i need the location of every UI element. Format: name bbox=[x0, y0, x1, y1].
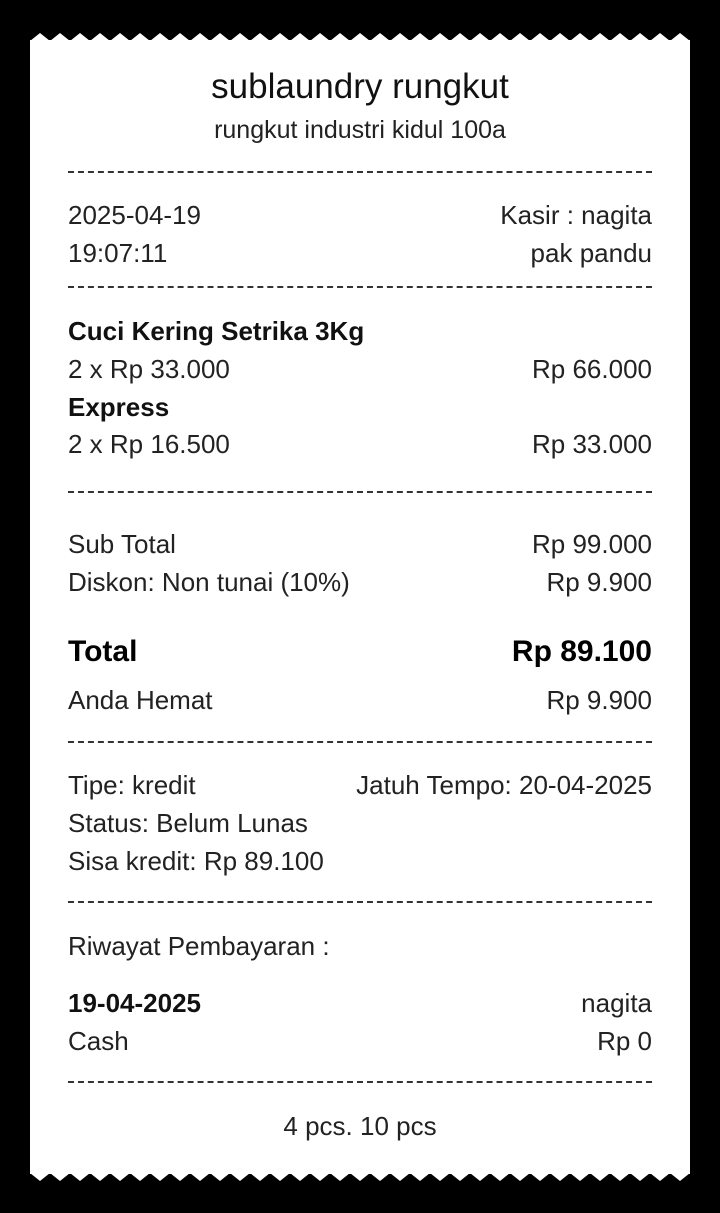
payment-amount: Rp 0 bbox=[597, 1026, 652, 1056]
discount-row bbox=[68, 566, 652, 598]
transaction-date: 2025-04-19 bbox=[68, 200, 201, 230]
credit-type: Tipe: kredit bbox=[68, 770, 196, 800]
credit-due-date: Jatuh Tempo: 20-04-2025 bbox=[356, 770, 652, 800]
payment-history-title: Riwayat Pembayaran : bbox=[68, 931, 330, 961]
customer-name: pak pandu bbox=[530, 238, 652, 268]
savings-value: Rp 9.900 bbox=[546, 685, 652, 715]
total-label: Total bbox=[68, 635, 138, 668]
item-name: Cuci Kering Setrika 3Kg bbox=[68, 316, 365, 346]
subtotal-row bbox=[68, 528, 652, 560]
item-line bbox=[68, 428, 652, 460]
payment-method: Cash bbox=[68, 1026, 129, 1056]
store-address: rungkut industri kidul 100a bbox=[214, 116, 506, 144]
total-row bbox=[68, 636, 652, 668]
credit-remaining: Sisa kredit: Rp 89.100 bbox=[68, 846, 324, 876]
divider bbox=[68, 171, 652, 173]
discount-label: Diskon: Non tunai (10%) bbox=[68, 567, 350, 597]
item-amount: Rp 66.000 bbox=[532, 354, 652, 384]
credit-status-row bbox=[68, 807, 652, 839]
divider bbox=[68, 901, 652, 903]
meta-row-date bbox=[68, 199, 652, 231]
item-amount: Rp 33.000 bbox=[532, 429, 652, 459]
credit-remaining-row bbox=[68, 845, 652, 877]
divider bbox=[68, 286, 652, 288]
payment-entry-line bbox=[68, 1025, 652, 1057]
item-qty-price: 2 x Rp 16.500 bbox=[68, 429, 230, 459]
savings-row bbox=[68, 684, 652, 716]
item-line bbox=[68, 353, 652, 385]
divider bbox=[68, 741, 652, 743]
credit-status: Status: Belum Lunas bbox=[68, 808, 308, 838]
total-value: Rp 89.100 bbox=[511, 635, 652, 668]
transaction-time: 19:07:11 bbox=[68, 238, 168, 268]
credit-type-row bbox=[68, 769, 652, 801]
divider bbox=[68, 1081, 652, 1083]
subtotal-value: Rp 99.000 bbox=[532, 529, 652, 559]
savings-label: Anda Hemat bbox=[68, 685, 213, 715]
item-name: Express bbox=[68, 392, 170, 422]
item-qty-price: 2 x Rp 33.000 bbox=[68, 354, 230, 384]
discount-value: Rp 9.900 bbox=[546, 567, 652, 597]
divider bbox=[68, 491, 652, 493]
pieces-count: 4 pcs. 10 pcs bbox=[283, 1111, 437, 1141]
store-name: sublaundry rungkut bbox=[211, 67, 509, 106]
payment-by: nagita bbox=[581, 988, 652, 1018]
subtotal-label: Sub Total bbox=[68, 529, 176, 559]
payment-entry-header bbox=[68, 987, 652, 1019]
meta-row-time bbox=[68, 237, 652, 269]
payment-date: 19-04-2025 bbox=[68, 988, 201, 1018]
receipt bbox=[30, 40, 690, 1174]
cashier-name: Kasir : nagita bbox=[500, 200, 652, 230]
